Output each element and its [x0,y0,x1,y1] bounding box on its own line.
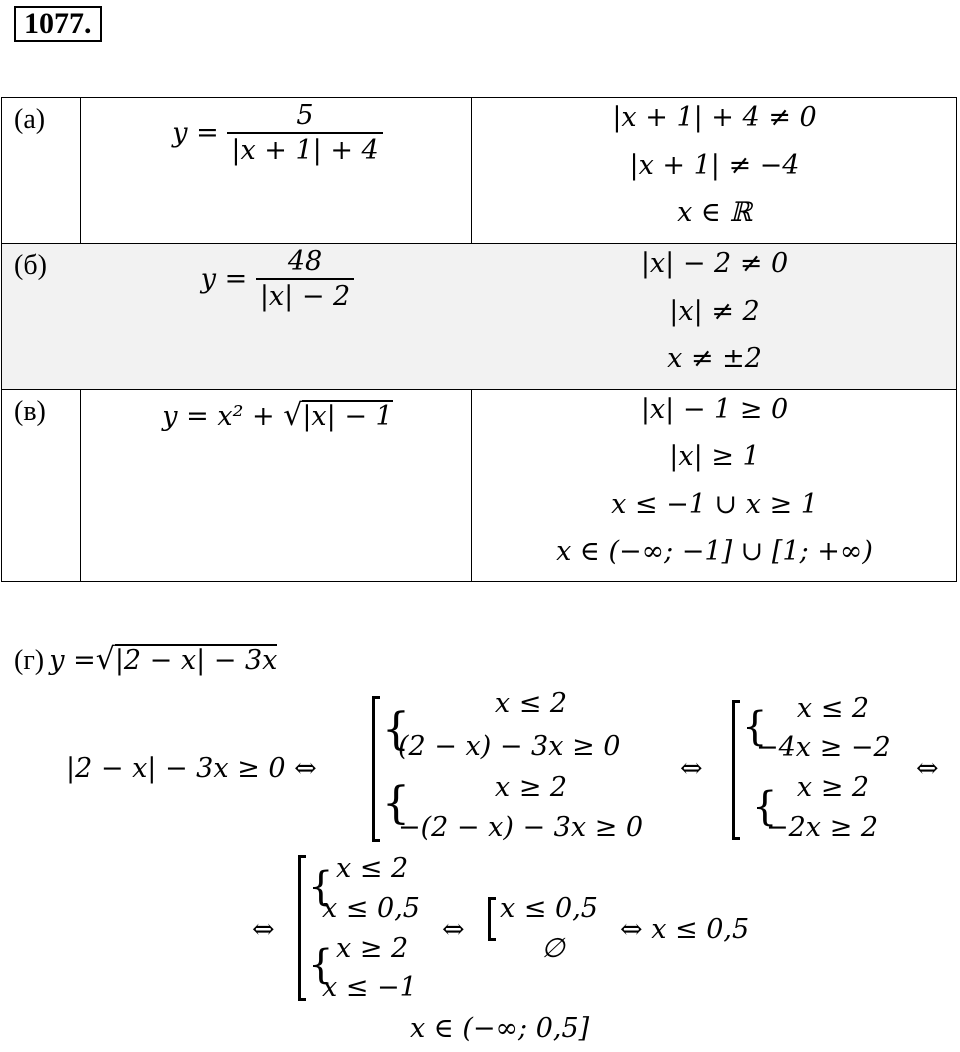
system-line: x ≤ 2 [494,688,568,719]
final-answer: x ∈ (−∞; 0,5] [410,1013,590,1044]
row-label: (в) [14,396,46,427]
fraction [256,246,354,314]
fraction-denominator: |x| − 2 [256,278,354,314]
curly-brace: { [742,704,768,750]
curly-brace: { [308,942,334,988]
part-g-header [14,642,277,677]
radicand: |2 − x| − 3x [114,645,278,676]
system-line: (2 − x) − 3x ≥ 0 [398,731,621,762]
system-line: −4x ≥ −2 [756,732,891,763]
problem-number: 1077. [14,6,102,42]
part-label: (г) [14,645,45,676]
result-inequality: ⇔ x ≤ 0,5 [620,914,750,945]
table-row [2,389,956,581]
domain-table [1,97,957,582]
curly-brace: { [752,784,778,830]
inequality-lhs: |2 − x| − 3x ≥ 0 ⇔ [66,753,317,784]
function-cell [82,246,473,314]
condition-line: x ≠ ±2 [667,343,762,374]
fraction-denominator: |x + 1| + 4 [227,132,382,168]
system-line: x ≥ 2 [796,772,870,803]
condition-line: |x + 1| ≠ −4 [629,150,800,181]
function-lhs: y = [49,645,96,676]
curly-brace: { [382,704,410,755]
row-label: (б) [14,250,47,281]
system-line: x ≥ 2 [336,933,409,964]
square-bracket [298,855,306,1001]
empty-set: ∅ [541,933,565,964]
equivalence-arrow: ⇔ [442,914,465,945]
row-label: (а) [14,104,46,135]
system-line: x ≤ 0,5 [322,893,420,924]
sqrt-sign: √ [283,398,303,433]
condition-line: |x| − 1 ≥ 0 [640,394,789,425]
condition-line: x ≤ −1 ∪ x ≥ 1 [611,489,818,520]
function-lhs: y = [172,117,219,149]
condition-line: |x| ≥ 1 [669,441,760,472]
equivalence-arrow: ⇔ [252,914,275,945]
function-cell [82,398,473,433]
sqrt-sign: √ [95,642,115,677]
table-row [2,98,956,243]
curly-brace: { [308,864,334,910]
condition-line: |x| ≠ 2 [669,296,760,327]
system-line: x ≤ −1 [322,972,417,1003]
condition-line: |x + 1| + 4 ≠ 0 [612,102,817,133]
equivalence-arrow: ⇔ [680,753,703,784]
function-lhs: y = x² + [162,401,284,432]
square-bracket [732,700,740,840]
radicand: |x| − 1 [302,401,393,432]
system-line: x ≥ 2 [494,772,568,803]
table-row [2,243,956,389]
curly-brace: { [382,778,410,829]
system-line: x ≤ 2 [796,693,870,724]
function-cell [82,100,473,168]
system-line: −2x ≥ 2 [766,812,878,843]
system-line: x ≤ 2 [336,853,409,884]
fraction [227,100,382,168]
equivalence-arrow: ⇔ [916,753,939,784]
system-line: −(2 − x) − 3x ≥ 0 [398,812,644,843]
condition-line: x ∈ (−∞; −1] ∪ [1; +∞) [556,536,873,567]
function-lhs: y = [200,263,248,295]
fraction-numerator: 48 [287,246,323,277]
square-bracket [488,897,496,941]
condition-line: x ∈ ℝ [677,197,752,228]
system-line: x ≤ 0,5 [500,893,598,924]
fraction-numerator: 5 [296,100,314,131]
condition-line: |x| − 2 ≠ 0 [640,248,789,279]
square-bracket [372,696,380,842]
